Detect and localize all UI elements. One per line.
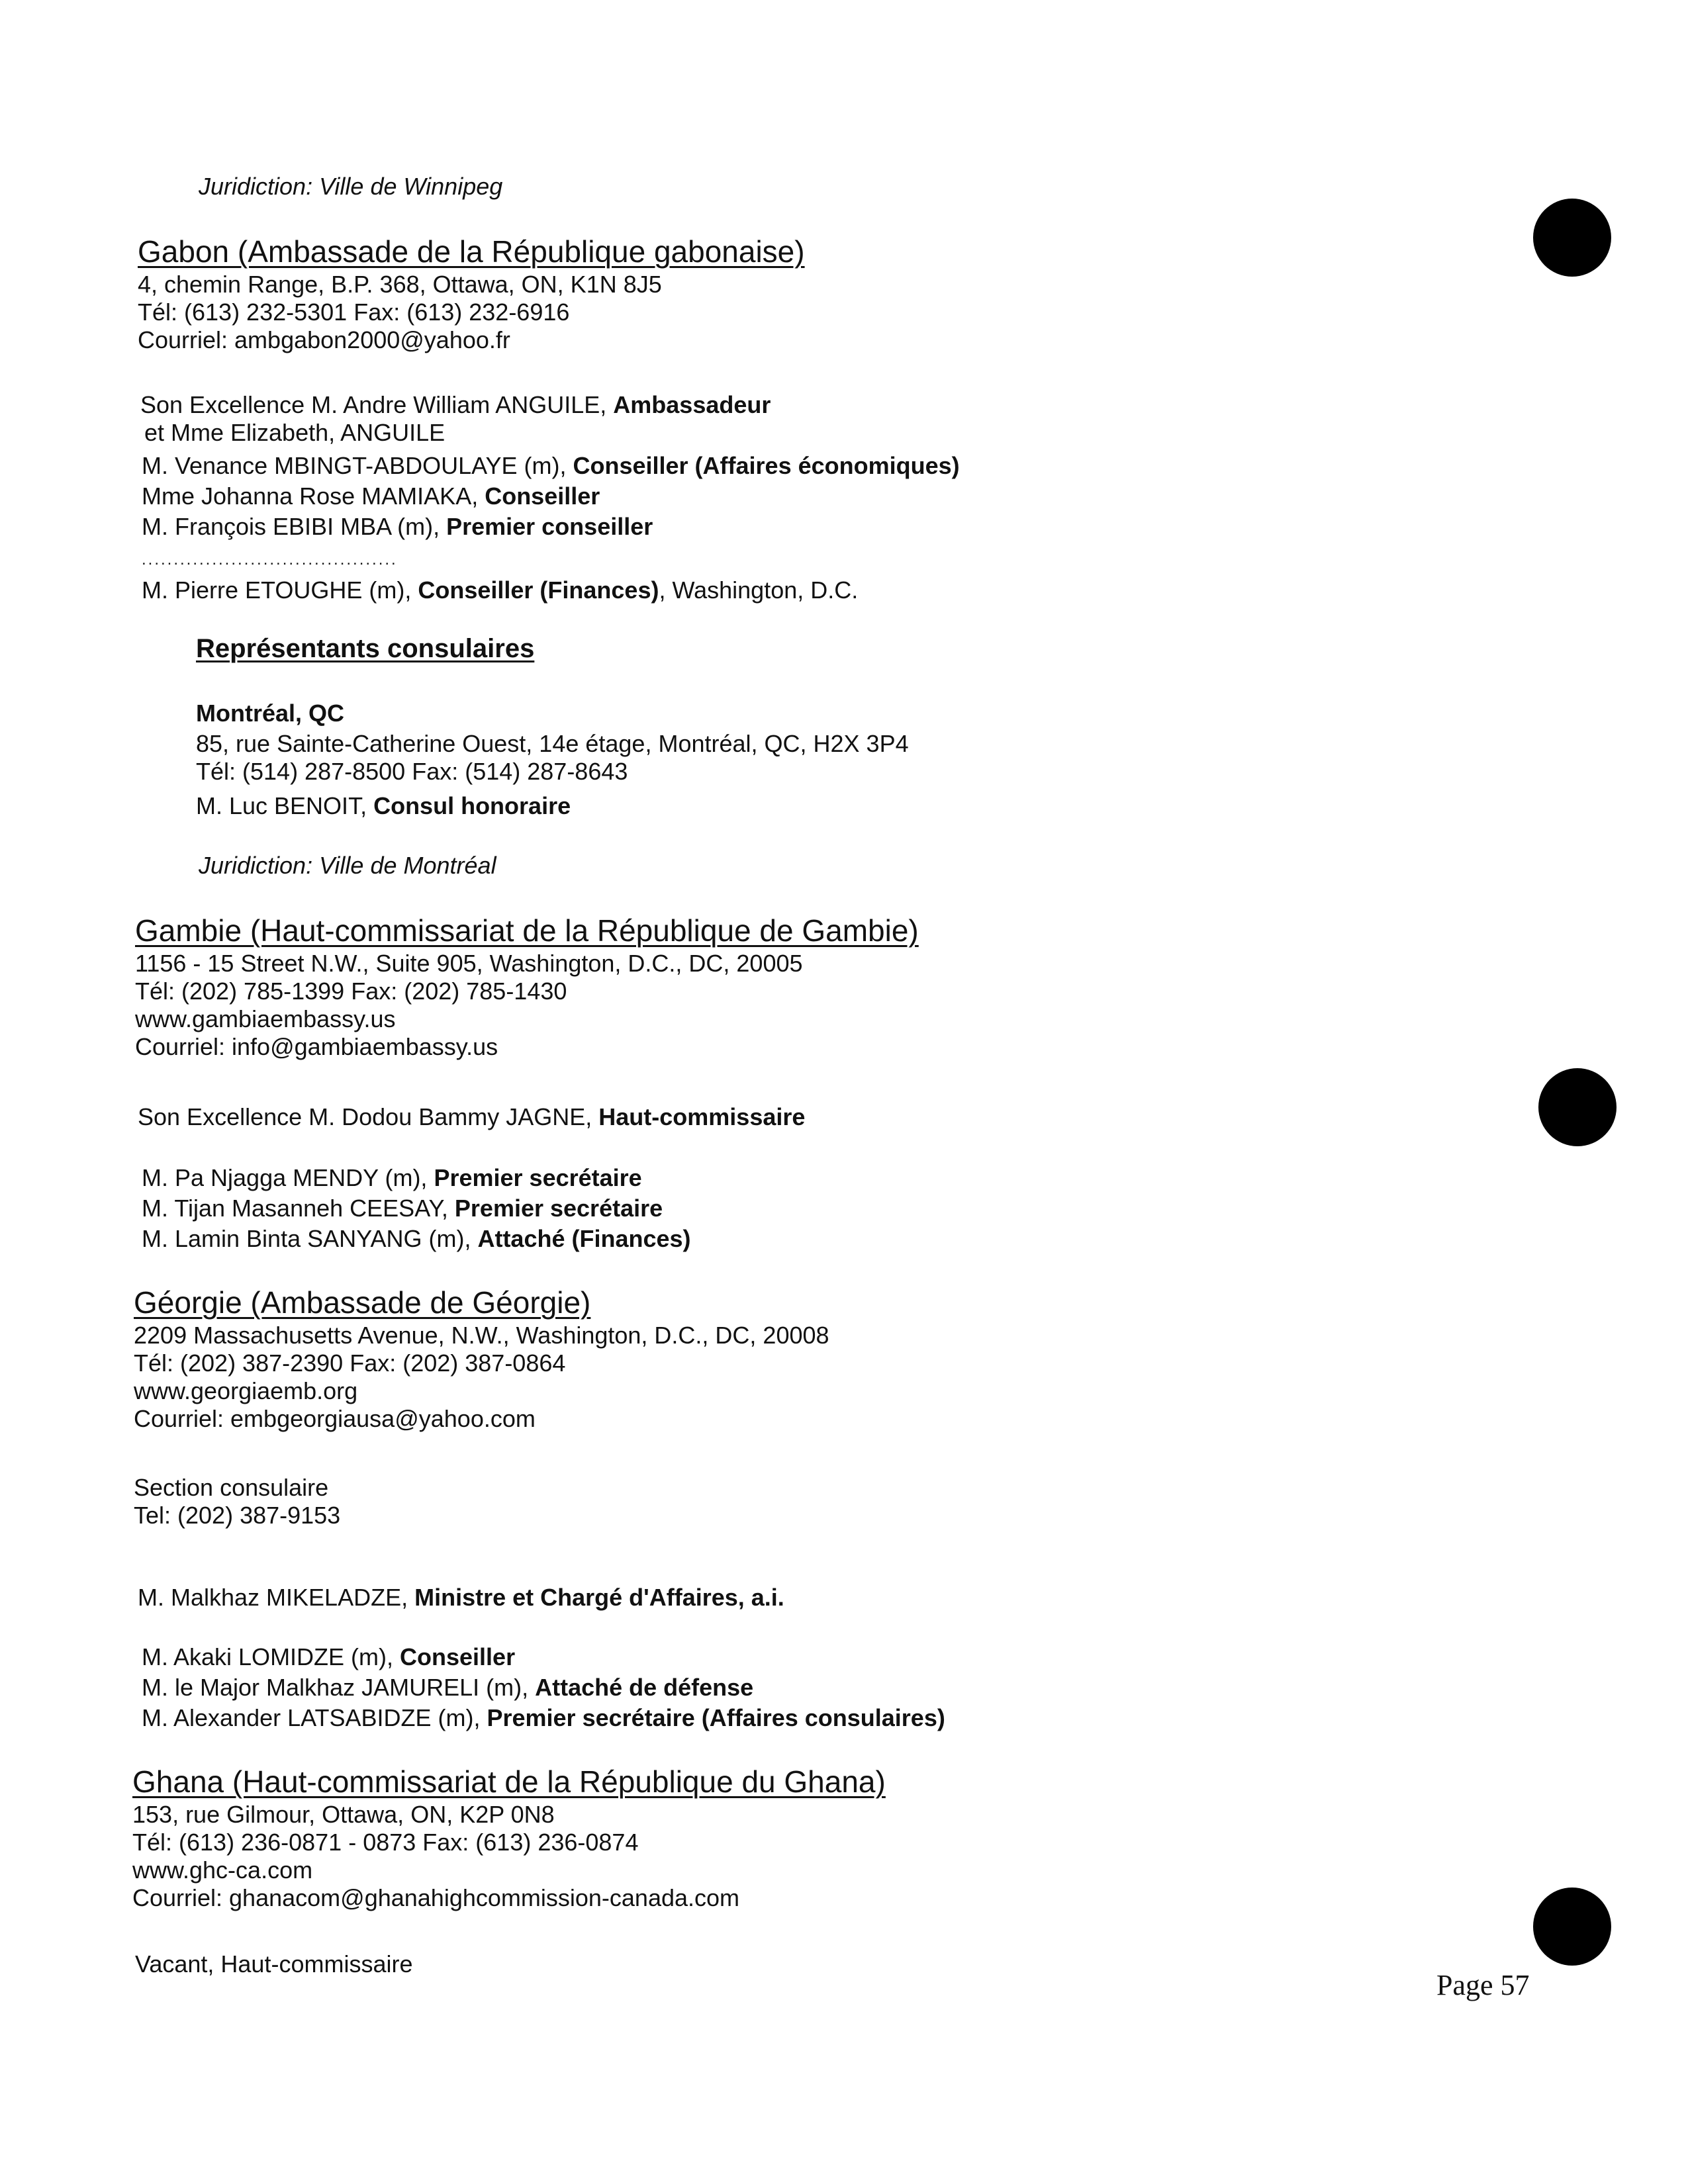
prev-jurisdiction: Juridiction: Ville de Winnipeg (199, 173, 503, 200)
binder-hole-middle (1538, 1068, 1617, 1146)
consulate-phone: Tél: (514) 287-8500 Fax: (514) 287-8643 (196, 758, 628, 785)
gambie-email: Courriel: info@gambiaembassy.us (135, 1033, 498, 1060)
georgie-web: www.georgiaemb.org (134, 1377, 358, 1404)
gabon-email: Courriel: ambgabon2000@yahoo.fr (138, 326, 510, 353)
gabon-staff-3: Mme Johanna Rose MAMIAKA, Conseiller (142, 482, 600, 510)
gabon-remote-staff: M. Pierre ETOUGHE (m), Conseiller (Finances), Washington, D.C. (142, 576, 859, 604)
georgie-staff-2: M. Alexander LATSABIDZE (m), Premier secrétaire (Affaires consulaires) (142, 1704, 945, 1731)
georgie-staff-0: M. Akaki LOMIDZE (m), Conseiller (142, 1643, 516, 1670)
consulate-city: Montréal, QC (196, 700, 345, 727)
gabon-staff-2: M. Venance MBINGT-ABDOULAYE (m), Conseiller (Affaires économiques) (142, 452, 960, 479)
ghana-phone: Tél: (613) 236-0871 - 0873 Fax: (613) 236-0874 (132, 1829, 639, 1856)
ghana-address: 153, rue Gilmour, Ottawa, ON, K2P 0N8 (132, 1801, 555, 1828)
binder-hole-top (1533, 199, 1611, 277)
gabon-staff-4: M. François EBIBI MBA (m), Premier conseiller (142, 513, 653, 540)
gambie-address: 1156 - 15 Street N.W., Suite 905, Washington, D.C., DC, 20005 (135, 950, 803, 977)
ghana-web: www.ghc-ca.com (132, 1856, 313, 1884)
georgie-heading: Géorgie (Ambassade de Géorgie) (134, 1285, 591, 1320)
gambie-staff-0: M. Pa Njagga MENDY (m), Premier secrétaire (142, 1164, 642, 1191)
gabon-dots: ........................................ (142, 551, 398, 569)
binder-hole-bottom (1533, 1888, 1611, 1966)
georgie-email: Courriel: embgeorgiausa@yahoo.com (134, 1405, 536, 1432)
gabon-address: 4, chemin Range, B.P. 368, Ottawa, ON, K1N 8J5 (138, 271, 662, 298)
ghana-head: Vacant, Haut-commissaire (135, 1950, 413, 1978)
consular-heading: Représentants consulaires (196, 634, 535, 663)
georgie-address: 2209 Massachusetts Avenue, N.W., Washington, D.C., DC, 20008 (134, 1322, 829, 1349)
consulate-jurisdiction: Juridiction: Ville de Montréal (199, 852, 496, 879)
georgie-head: M. Malkhaz MIKELADZE, Ministre et Chargé d'Affaires, a.i. (138, 1584, 784, 1611)
ghana-heading: Ghana (Haut-commissariat de la République du Ghana) (132, 1764, 886, 1799)
ghana-email: Courriel: ghanacom@ghanahighcommission-canada.com (132, 1884, 740, 1911)
georgie-staff-1: M. le Major Malkhaz JAMURELI (m), Attaché de défense (142, 1674, 754, 1701)
gambie-web: www.gambiaembassy.us (135, 1005, 396, 1032)
gabon-heading: Gabon (Ambassade de la République gabonaise) (138, 234, 805, 269)
georgie-section: Section consulaire (134, 1474, 329, 1501)
gabon-staff-1: et Mme Elizabeth, ANGUILE (144, 419, 445, 446)
gambie-head: Son Excellence M. Dodou Bammy JAGNE, Haut-commissaire (138, 1103, 806, 1130)
gambie-staff-2: M. Lamin Binta SANYANG (m), Attaché (Finances) (142, 1225, 691, 1252)
consulate-address: 85, rue Sainte-Catherine Ouest, 14e étage, Montréal, QC, H2X 3P4 (196, 730, 909, 757)
georgie-phone: Tél: (202) 387-2390 Fax: (202) 387-0864 (134, 1349, 566, 1377)
gabon-phone: Tél: (613) 232-5301 Fax: (613) 232-6916 (138, 298, 570, 326)
gambie-staff-1: M. Tijan Masanneh CEESAY, Premier secrétaire (142, 1195, 663, 1222)
gambie-heading: Gambie (Haut-commissariat de la République de Gambie) (135, 913, 919, 948)
consulate-staff: M. Luc BENOIT, Consul honoraire (196, 792, 571, 819)
gabon-staff-0: Son Excellence M. Andre William ANGUILE, Ambassadeur (140, 391, 771, 418)
gambie-phone: Tél: (202) 785-1399 Fax: (202) 785-1430 (135, 978, 567, 1005)
georgie-section-phone: Tel: (202) 387-9153 (134, 1502, 341, 1529)
page-number: Page 57 (1436, 1969, 1530, 2001)
